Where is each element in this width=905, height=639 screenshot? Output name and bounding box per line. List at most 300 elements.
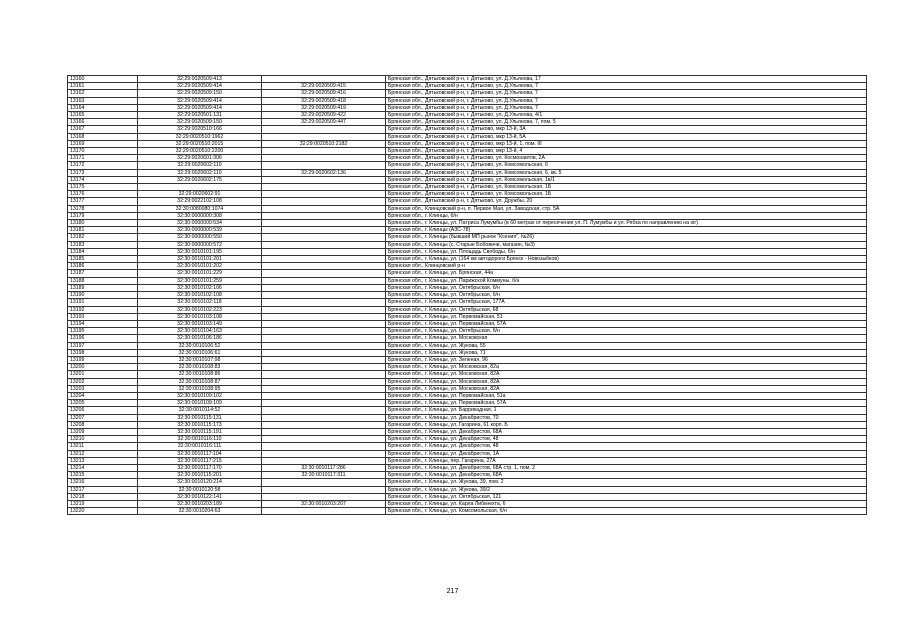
address-cell: Брянская обл., г. Клинцы, ул. Жукова, 71	[386, 349, 867, 356]
related-cadastral-number-cell	[262, 371, 386, 378]
address-cell: Брянская обл., Дятьковский р-н, г. Дятьково, ул. Д.Ульянова, 7	[386, 90, 867, 97]
cadastral-number-cell: 32:29:0020510:1962	[138, 133, 262, 140]
related-cadastral-number-cell	[262, 184, 386, 191]
cadastral-number-cell: 32:30:0010122:141	[138, 493, 262, 500]
table-row	[68, 472, 867, 479]
related-cadastral-number-cell	[262, 234, 386, 241]
table-row	[68, 407, 867, 414]
related-cadastral-number-cell	[262, 277, 386, 284]
address-cell: Брянская обл., г. Клинцы (с. Старые Бобовичи, магазин, №3)	[386, 241, 867, 248]
table-row	[68, 140, 867, 147]
cadastral-number-cell: 32:30:0010117:170	[138, 464, 262, 471]
cadastral-number-cell: 32:30:0080080:1074	[138, 205, 262, 212]
table-row	[68, 356, 867, 363]
cadastral-number-cell: 32:30:0000000:534	[138, 220, 262, 227]
related-cadastral-number-cell	[262, 450, 386, 457]
cadastral-number-cell: 32:30:0010115:191	[138, 428, 262, 435]
row-number-cell: 13217	[68, 486, 138, 493]
row-number-cell: 13172	[68, 162, 138, 169]
related-cadastral-number-cell	[262, 148, 386, 155]
cadastral-number-cell: 32:30:0000000:539	[138, 227, 262, 234]
row-number-cell: 13171	[68, 155, 138, 162]
row-number-cell: 13165	[68, 112, 138, 119]
table-row	[68, 450, 867, 457]
address-cell: Брянская обл., Дятьковский р-н, г. Дятьково, ул. Д.Ульянова, 7	[386, 83, 867, 90]
row-number-cell: 13212	[68, 450, 138, 457]
address-cell: Брянская обл., г. Клинцы, ул. Брянская, 44а	[386, 270, 867, 277]
address-cell: Брянская обл., г. Клинцы (АЗС-78)	[386, 227, 867, 234]
table-row	[68, 148, 867, 155]
cadastral-number-cell: 32:30:0010115:131	[138, 414, 262, 421]
row-number-cell: 13181	[68, 227, 138, 234]
cadastral-number-cell: 32:30:0010102:223	[138, 306, 262, 313]
related-cadastral-number-cell	[262, 176, 386, 183]
address-cell: Брянская обл., г. Клинцы, ул. Площадь Свободы, б/н	[386, 248, 867, 255]
row-number-cell: 13180	[68, 220, 138, 227]
cadastral-number-cell: 32:30:0010102:106	[138, 284, 262, 291]
cadastral-number-cell: 32:30:0010120:214	[138, 479, 262, 486]
table-row	[68, 500, 867, 507]
table-row	[68, 292, 867, 299]
related-cadastral-number-cell	[262, 162, 386, 169]
table-row	[68, 299, 867, 306]
related-cadastral-number-cell	[262, 335, 386, 342]
related-cadastral-number-cell	[262, 328, 386, 335]
cadastral-number-cell: 32:29:0020510:166	[138, 126, 262, 133]
related-cadastral-number-cell	[262, 227, 386, 234]
page-number: 217	[446, 588, 459, 595]
related-cadastral-number-cell	[262, 263, 386, 270]
related-cadastral-number-cell: 32:30:0010203:207	[262, 500, 386, 507]
cadastral-number-cell: 32:30:0010115:173	[138, 421, 262, 428]
address-cell: Брянская обл., г. Клинцы, ул. Октябрьская, 121	[386, 493, 867, 500]
cadastral-number-cell: 32:29:0020602:110	[138, 169, 262, 176]
row-number-cell: 13183	[68, 241, 138, 248]
cadastral-number-cell: 32:30:0010204:63	[138, 508, 262, 515]
cadastral-number-cell: 32:29:0020602:110	[138, 162, 262, 169]
table-row	[68, 205, 867, 212]
address-cell: Брянская обл., Клинцовский р-н, п. Первое Мая, ул. Заводская, стр. 5А	[386, 205, 867, 212]
related-cadastral-number-cell: 32:29:0020510:2182	[262, 140, 386, 147]
related-cadastral-number-cell	[262, 292, 386, 299]
table-row	[68, 443, 867, 450]
row-number-cell: 13210	[68, 436, 138, 443]
cadastral-number-cell: 32:29:0020510:2015	[138, 140, 262, 147]
table-row	[68, 234, 867, 241]
address-cell: Брянская обл., г. Клинцы, ул. Жукова, 39/2	[386, 486, 867, 493]
table-row	[68, 119, 867, 126]
row-number-cell: 13188	[68, 277, 138, 284]
cadastral-number-cell: 32:30:0010115:201	[138, 472, 262, 479]
address-cell: Брянская обл., Дятьковский р-н, г. Дятьково, ул. Д.Ульянова, 7	[386, 104, 867, 111]
row-number-cell: 13205	[68, 400, 138, 407]
cadastral-number-cell: 32:30:0010106:186	[138, 335, 262, 342]
table-row	[68, 385, 867, 392]
cadastral-number-cell	[138, 184, 262, 191]
table-row	[68, 428, 867, 435]
row-number-cell: 13215	[68, 472, 138, 479]
row-number-cell: 13187	[68, 270, 138, 277]
address-cell: Брянская обл., Дятьковский р-н, г. Дятьково, ул. Комсомольская, 1Б	[386, 184, 867, 191]
table-row	[68, 191, 867, 198]
address-cell: Брянская обл., Дятьковский р-н, г. Дятьково, ул. Д.Ульянова, 7, пом. 5	[386, 119, 867, 126]
row-number-cell: 13214	[68, 464, 138, 471]
related-cadastral-number-cell	[262, 155, 386, 162]
row-number-cell: 13163	[68, 97, 138, 104]
cadastral-number-cell: 32:30:0010116:111	[138, 443, 262, 450]
table-row	[68, 256, 867, 263]
address-cell: Брянская обл., г. Клинцы, ул. (164 км автодороги Брянск - Новозыбков)	[386, 256, 867, 263]
address-cell: Брянская обл., г. Клинцы, ул. Декабристов, 68А стр. 1, пом. 2	[386, 464, 867, 471]
register-table-body	[68, 76, 867, 515]
related-cadastral-number-cell	[262, 299, 386, 306]
table-row	[68, 241, 867, 248]
related-cadastral-number-cell	[262, 270, 386, 277]
row-number-cell: 13169	[68, 140, 138, 147]
table-row	[68, 479, 867, 486]
cadastral-number-cell: 32:30:0010117:215	[138, 457, 262, 464]
row-number-cell: 13192	[68, 306, 138, 313]
address-cell: Брянская обл., г. Клинцы, ул. Московская, 82А	[386, 385, 867, 392]
table-row	[68, 364, 867, 371]
row-number-cell: 13173	[68, 169, 138, 176]
cadastral-number-cell: 32:30:0010101:201	[138, 256, 262, 263]
cadastral-number-cell: 32:30:0000000:308	[138, 212, 262, 219]
related-cadastral-number-cell	[262, 198, 386, 205]
related-cadastral-number-cell	[262, 212, 386, 219]
address-cell: Брянская обл., Дятьковский р-н, г. Дятьково, ул. Комсомольская, 6, кв. 5	[386, 169, 867, 176]
related-cadastral-number-cell: 32:30:0010117:286	[262, 464, 386, 471]
row-number-cell: 13211	[68, 443, 138, 450]
table-row	[68, 76, 867, 83]
row-number-cell: 13167	[68, 126, 138, 133]
address-cell: Брянская обл., г. Клинцы, ул. Декабристов, 48	[386, 436, 867, 443]
cadastral-number-cell: 32:30:0010117:104	[138, 450, 262, 457]
address-cell: Брянская обл., Дятьковский р-н, г. Дятьково, ул. Комсомольская, 1Б	[386, 191, 867, 198]
related-cadastral-number-cell: 32:30:0010117:311	[262, 472, 386, 479]
cadastral-number-cell: 32:30:0000000:550	[138, 234, 262, 241]
cadastral-number-cell: 32:30:0000000:572	[138, 241, 262, 248]
cadastral-number-cell: 32:30:0010103:149	[138, 320, 262, 327]
related-cadastral-number-cell	[262, 241, 386, 248]
address-cell: Брянская обл., г. Клинцы, ул. Парижской Коммуны, б/н	[386, 277, 867, 284]
table-row	[68, 284, 867, 291]
address-cell: Брянская обл., Дятьковский р-н, г. Дятьково, ул. Космонавтов, 2А	[386, 155, 867, 162]
address-cell: Брянская обл., г. Клинцы, ул. Первомайская, 51а	[386, 392, 867, 399]
related-cadastral-number-cell	[262, 205, 386, 212]
related-cadastral-number-cell	[262, 320, 386, 327]
related-cadastral-number-cell	[262, 364, 386, 371]
related-cadastral-number-cell	[262, 486, 386, 493]
row-number-cell: 13213	[68, 457, 138, 464]
row-number-cell: 13184	[68, 248, 138, 255]
table-row	[68, 414, 867, 421]
cadastral-number-cell: 32:29:0020601:306	[138, 155, 262, 162]
table-row	[68, 378, 867, 385]
row-number-cell: 13220	[68, 508, 138, 515]
address-cell: Брянская обл., г. Клинцы, ул. Первомайская, 51	[386, 313, 867, 320]
related-cadastral-number-cell	[262, 400, 386, 407]
address-cell: Брянская обл., г. Клинцы, ул. Декабристов, 1А	[386, 450, 867, 457]
cadastral-number-cell: 32:30:0010109:109	[138, 400, 262, 407]
address-cell: Брянская обл., г. Клинцы, ул. Гагарина, 61 корп. Б	[386, 421, 867, 428]
address-cell: Брянская обл., г. Клинцы, ул. Жукова, 39, пом. 2	[386, 479, 867, 486]
table-row	[68, 184, 867, 191]
cadastral-number-cell: 32:29:0020509:414	[138, 104, 262, 111]
row-number-cell: 13216	[68, 479, 138, 486]
register-table	[67, 75, 867, 515]
table-row	[68, 97, 867, 104]
row-number-cell: 13177	[68, 198, 138, 205]
cadastral-number-cell: 32:30:0010108:87	[138, 378, 262, 385]
cadastral-number-cell: 32:29:0020509:414	[138, 83, 262, 90]
address-cell: Брянская обл., г. Клинцы, ул. Патриса Лумумбы (в 60 метрах от пересечения ул. П. Лумумбы и ул. Рябка по направлению на юг)	[386, 220, 867, 227]
cadastral-number-cell: 32:30:0010101:229	[138, 270, 262, 277]
table-row	[68, 436, 867, 443]
row-number-cell: 13170	[68, 148, 138, 155]
table-row	[68, 212, 867, 219]
cadastral-number-cell: 32:29:0020501:131	[138, 112, 262, 119]
cadastral-number-cell: 32:30:0010120:58	[138, 486, 262, 493]
row-number-cell: 13191	[68, 299, 138, 306]
related-cadastral-number-cell	[262, 306, 386, 313]
row-number-cell: 13218	[68, 493, 138, 500]
address-cell: Брянская обл., Клинцовский р-н	[386, 263, 867, 270]
cadastral-number-cell: 32:29:0020509:150	[138, 90, 262, 97]
row-number-cell: 13219	[68, 500, 138, 507]
table-row	[68, 493, 867, 500]
address-cell: Брянская обл., Дятьковский р-н, г. Дятьково, мкр 13-й, 1, пом. III	[386, 140, 867, 147]
table-row	[68, 457, 867, 464]
row-number-cell: 13189	[68, 284, 138, 291]
table-row	[68, 176, 867, 183]
related-cadastral-number-cell	[262, 76, 386, 83]
table-row	[68, 486, 867, 493]
row-number-cell: 13202	[68, 378, 138, 385]
address-cell: Брянская обл., Дятьковский р-н, г. Дятьково, ул. Д.Ульянова, 4/1	[386, 112, 867, 119]
row-number-cell: 13195	[68, 328, 138, 335]
row-number-cell: 13204	[68, 392, 138, 399]
table-row	[68, 248, 867, 255]
row-number-cell: 13161	[68, 83, 138, 90]
address-cell: Брянская обл., г. Клинцы, ул. Октябрьская, б/н	[386, 292, 867, 299]
address-cell: Брянская обл., Дятьковский р-н, г. Дятьково, мкр 13-й, 4	[386, 148, 867, 155]
related-cadastral-number-cell	[262, 479, 386, 486]
address-cell: Брянская обл., г. Клинцы, ул. Московская, 82а	[386, 364, 867, 371]
table-row	[68, 371, 867, 378]
address-cell: Брянская обл., г. Клинцы (бывший МП рынок "Ксения", №26)	[386, 234, 867, 241]
table-row	[68, 421, 867, 428]
row-number-cell: 13190	[68, 292, 138, 299]
address-cell: Брянская обл., г. Клинцы, ул. Жукова, 55	[386, 342, 867, 349]
related-cadastral-number-cell: 32:29:0020509:447	[262, 119, 386, 126]
table-row	[68, 313, 867, 320]
address-cell: Брянская обл., Дятьковский р-н, г. Дятьково, ул. Д.Ульянова, 7	[386, 97, 867, 104]
related-cadastral-number-cell	[262, 428, 386, 435]
row-number-cell: 13203	[68, 385, 138, 392]
table-row	[68, 306, 867, 313]
cadastral-number-cell: 32:29:0020602:91	[138, 191, 262, 198]
related-cadastral-number-cell: 32:29:0020509:422	[262, 112, 386, 119]
address-cell: Брянская обл., г. Клинцы, ул. Декабристов, 68А	[386, 472, 867, 479]
row-number-cell: 13193	[68, 313, 138, 320]
row-number-cell: 13168	[68, 133, 138, 140]
related-cadastral-number-cell	[262, 248, 386, 255]
table-row	[68, 90, 867, 97]
cadastral-number-cell: 32:29:0020602:175	[138, 176, 262, 183]
row-number-cell: 13186	[68, 263, 138, 270]
row-number-cell: 13164	[68, 104, 138, 111]
table-row	[68, 328, 867, 335]
table-row	[68, 155, 867, 162]
table-row	[68, 227, 867, 234]
cadastral-number-cell: 32:30:0010103:108	[138, 313, 262, 320]
table-row	[68, 320, 867, 327]
address-cell: Брянская обл., Дятьковский р-н, г. Дятьково, мкр 13-й, 5А	[386, 133, 867, 140]
related-cadastral-number-cell	[262, 133, 386, 140]
cadastral-number-cell: 32:30:0010101:259	[138, 277, 262, 284]
table-row	[68, 335, 867, 342]
address-cell: Брянская обл., г. Клинцы, ул. Московская, 82А	[386, 371, 867, 378]
table-row	[68, 220, 867, 227]
table-row	[68, 263, 867, 270]
table-row	[68, 104, 867, 111]
table-row	[68, 198, 867, 205]
table-row	[68, 464, 867, 471]
row-number-cell: 13175	[68, 184, 138, 191]
related-cadastral-number-cell	[262, 126, 386, 133]
address-cell: Брянская обл., г. Клинцы, ул. Декабристов, 68А	[386, 428, 867, 435]
table-row	[68, 277, 867, 284]
row-number-cell: 13198	[68, 349, 138, 356]
address-cell: Брянская обл., г. Клинцы, ул. Октябрьская, 177А	[386, 299, 867, 306]
address-cell: Брянская обл., г. Клинцы, ул. Зеленая, 96	[386, 356, 867, 363]
cadastral-number-cell: 32:30:0010108:95	[138, 385, 262, 392]
related-cadastral-number-cell	[262, 493, 386, 500]
related-cadastral-number-cell	[262, 443, 386, 450]
row-number-cell: 13176	[68, 191, 138, 198]
related-cadastral-number-cell	[262, 313, 386, 320]
related-cadastral-number-cell	[262, 392, 386, 399]
address-cell: Брянская обл., Дятьковский р-н, г. Дятьково, мкр 13-й, 3А	[386, 126, 867, 133]
table-row	[68, 83, 867, 90]
related-cadastral-number-cell: 32:29:0020509:418	[262, 97, 386, 104]
related-cadastral-number-cell: 32:29:0020509:416	[262, 90, 386, 97]
related-cadastral-number-cell	[262, 407, 386, 414]
related-cadastral-number-cell	[262, 457, 386, 464]
table-row	[68, 133, 867, 140]
row-number-cell: 13182	[68, 234, 138, 241]
row-number-cell: 13201	[68, 371, 138, 378]
address-cell: Брянская обл., г. Клинцы, ул. Комсомольская, б/н	[386, 508, 867, 515]
row-number-cell: 13196	[68, 335, 138, 342]
table-row	[68, 162, 867, 169]
related-cadastral-number-cell: 32:29:0020602:136	[262, 169, 386, 176]
related-cadastral-number-cell	[262, 378, 386, 385]
related-cadastral-number-cell	[262, 508, 386, 515]
cadastral-number-cell: 32:30:0010107:98	[138, 356, 262, 363]
cadastral-number-cell: 32:30:0010109:102	[138, 392, 262, 399]
address-cell: Брянская обл., г. Клинцы, ул. Баррикадная, 1	[386, 407, 867, 414]
row-number-cell: 13178	[68, 205, 138, 212]
row-number-cell: 13197	[68, 342, 138, 349]
table-row	[68, 342, 867, 349]
cadastral-number-cell: 32:30:0010106:61	[138, 349, 262, 356]
cadastral-number-cell: 32:30:0010104:163	[138, 328, 262, 335]
row-number-cell: 13179	[68, 212, 138, 219]
table-row	[68, 169, 867, 176]
address-cell: Брянская обл., г. Клинцы, ул. Карла Либкнехта, 6	[386, 500, 867, 507]
row-number-cell: 13166	[68, 119, 138, 126]
related-cadastral-number-cell: 32:29:0020509:419	[262, 104, 386, 111]
row-number-cell: 13206	[68, 407, 138, 414]
cadastral-number-cell: 32:29:0020509:150	[138, 119, 262, 126]
row-number-cell: 13174	[68, 176, 138, 183]
related-cadastral-number-cell	[262, 256, 386, 263]
address-cell: Брянская обл., г. Клинцы, ул. Декабристов, 70	[386, 414, 867, 421]
cadastral-number-cell: 32:30:0010108:86	[138, 371, 262, 378]
table-row	[68, 349, 867, 356]
address-cell: Брянская обл., г. Клинцы, ул. Первомайская, 57А	[386, 320, 867, 327]
related-cadastral-number-cell	[262, 436, 386, 443]
address-cell: Брянская обл., г. Клинцы, б/н	[386, 212, 867, 219]
related-cadastral-number-cell: 32:29:0020509:415	[262, 83, 386, 90]
row-number-cell: 13194	[68, 320, 138, 327]
row-number-cell: 13200	[68, 364, 138, 371]
cadastral-number-cell: 32:30:0010101:195	[138, 248, 262, 255]
related-cadastral-number-cell	[262, 356, 386, 363]
address-cell: Брянская обл., г. Клинцы, ул. Первомайская, 57А	[386, 400, 867, 407]
table-row	[68, 112, 867, 119]
cadastral-number-cell: 32:30:0010114:52	[138, 407, 262, 414]
address-cell: Брянская обл., Дятьковский р-н, г. Дятьково, ул. Комсомольская, 6	[386, 162, 867, 169]
cadastral-number-cell: 32:30:0010203:189	[138, 500, 262, 507]
related-cadastral-number-cell	[262, 191, 386, 198]
table-row	[68, 508, 867, 515]
address-cell: Брянская обл., г. Клинцы, ул. Октябрьская, б/н	[386, 284, 867, 291]
address-cell: Брянская обл., г. Клинцы, пер. Гагарина, 27А	[386, 457, 867, 464]
row-number-cell: 13160	[68, 76, 138, 83]
address-cell: Брянская обл., Дятьковский р-н, г. Дятьково, ул. Дружбы, 20	[386, 198, 867, 205]
table-row	[68, 270, 867, 277]
address-cell: Брянская обл., Дятьковский р-н, г. Дятьково, ул. Комсомольская, 1в/1	[386, 176, 867, 183]
address-cell: Брянская обл., г. Клинцы, ул. Октябрьская, б/н	[386, 328, 867, 335]
row-number-cell: 13185	[68, 256, 138, 263]
related-cadastral-number-cell	[262, 342, 386, 349]
cadastral-number-cell: 32:29:0020510:2200	[138, 148, 262, 155]
related-cadastral-number-cell	[262, 421, 386, 428]
cadastral-number-cell: 32:29:0022102:108	[138, 198, 262, 205]
table-row	[68, 400, 867, 407]
cadastral-number-cell: 32:30:0010102:108	[138, 292, 262, 299]
cadastral-number-cell: 32:30:0010106:52	[138, 342, 262, 349]
related-cadastral-number-cell	[262, 220, 386, 227]
address-cell: Брянская обл., Дятьковский р-н, г. Дятьково, ул. Д.Ульянова, 17	[386, 76, 867, 83]
cadastral-number-cell: 32:30:0010101:202	[138, 263, 262, 270]
table-row	[68, 126, 867, 133]
address-cell: Брянская обл., г. Клинцы, ул. Декабристов, 48	[386, 443, 867, 450]
row-number-cell: 13207	[68, 414, 138, 421]
address-cell: Брянская обл., г. Клинцы, ул. Московская, 82А	[386, 378, 867, 385]
related-cadastral-number-cell	[262, 284, 386, 291]
related-cadastral-number-cell	[262, 414, 386, 421]
table-row	[68, 392, 867, 399]
row-number-cell: 13162	[68, 90, 138, 97]
cadastral-number-cell: 32:29:0020509:414	[138, 97, 262, 104]
row-number-cell: 13208	[68, 421, 138, 428]
row-number-cell: 13209	[68, 428, 138, 435]
cadastral-number-cell: 32:30:0010108:83	[138, 364, 262, 371]
